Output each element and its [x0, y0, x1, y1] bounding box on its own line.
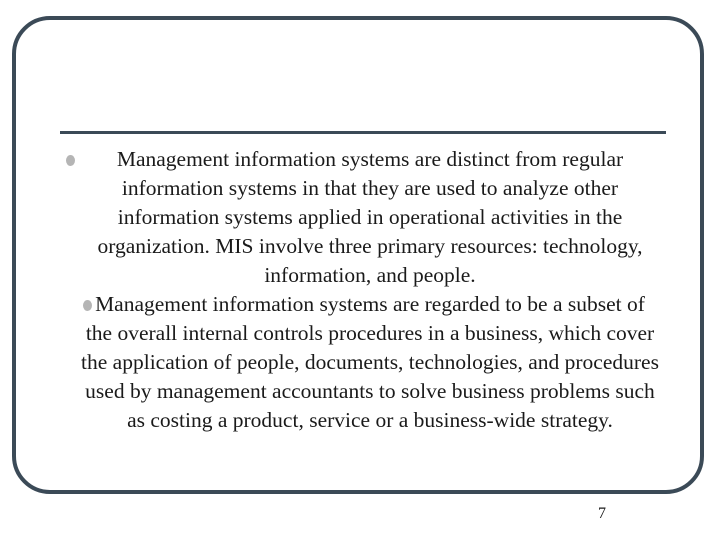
bullet-icon — [66, 155, 75, 166]
bullet-paragraph-1: Management information systems are distinct from regular information systems in that they are used to analyze other information systems applied in operational activities in the organization. MIS involve three primary resources: technology, information, and people. — [97, 147, 643, 287]
slide-body — [80, 145, 660, 435]
title-divider — [60, 131, 666, 134]
bullet-paragraph-2: Management information systems are regarded to be a subset of the overall internal controls procedures in a business, which cover the application of people, documents, technologies, and procedures used by management accountants to solve business problems such as costing a product, service or a business-wide strategy. — [81, 292, 659, 432]
page-number: 7 — [598, 505, 606, 522]
